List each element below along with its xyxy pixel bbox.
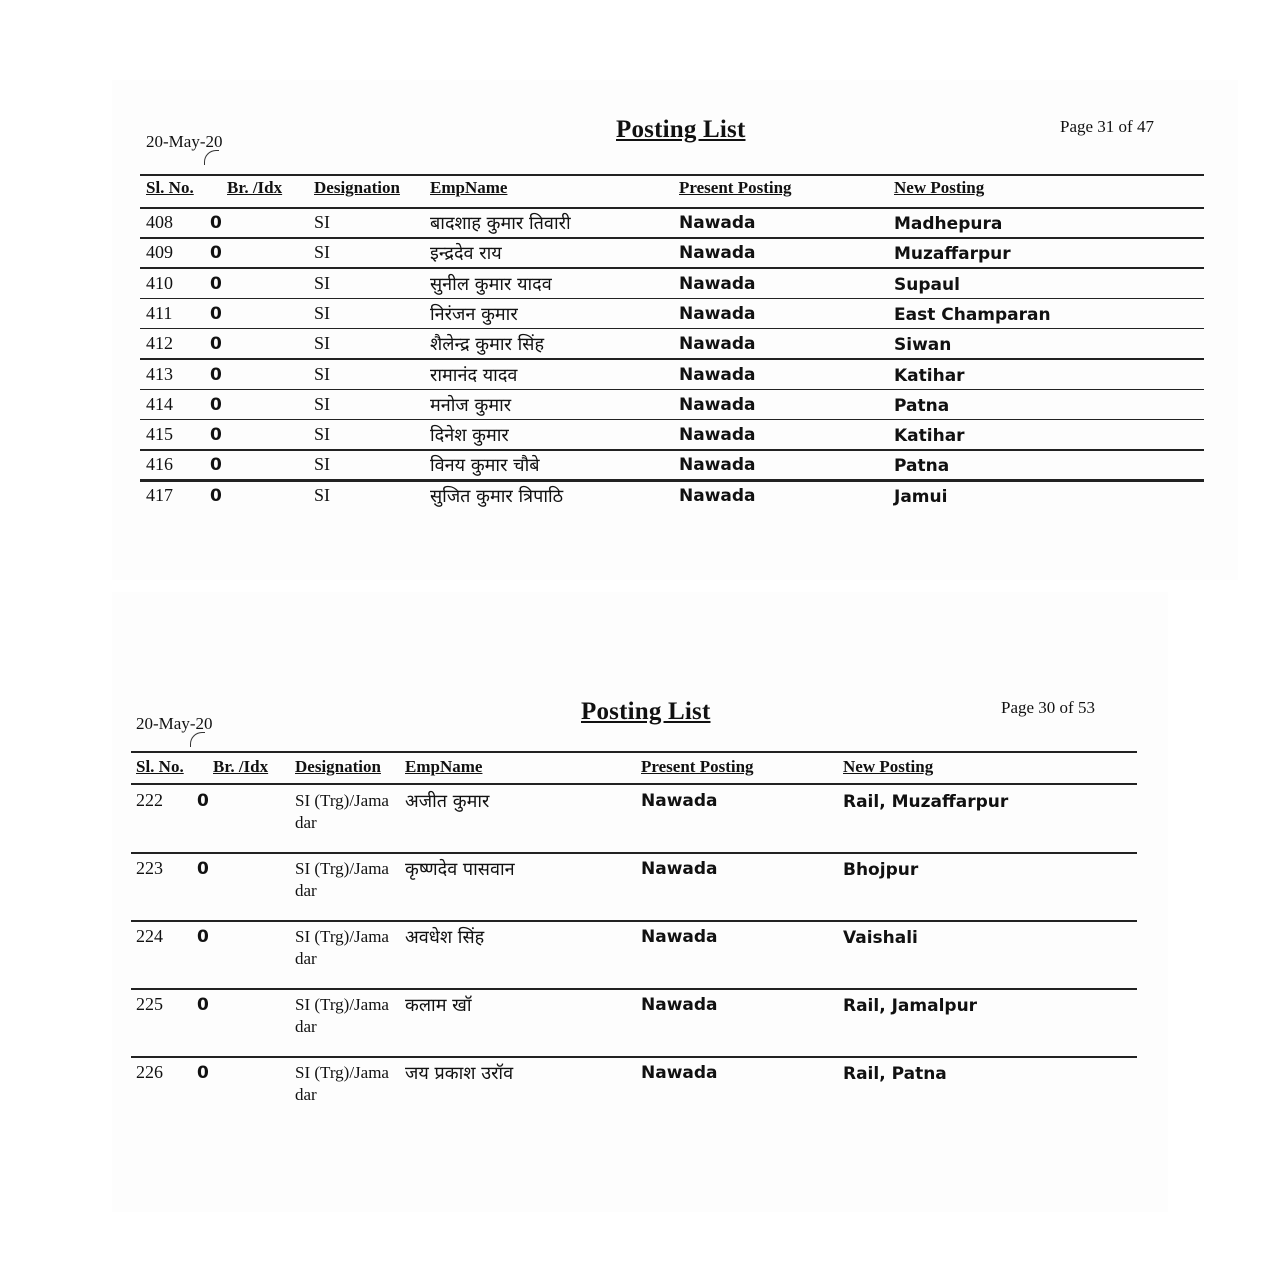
row-sl-no: 222 — [136, 790, 163, 810]
row-divider — [140, 358, 1204, 360]
row-sl-no: 225 — [136, 994, 163, 1014]
row-present-posting: Nawada — [679, 394, 756, 415]
row-present-posting: Nawada — [679, 213, 756, 233]
row-emp-name: मनोज कुमार — [430, 394, 512, 416]
row-present-posting: Nawada — [641, 1063, 718, 1083]
row-br-idx: 0 — [210, 243, 222, 264]
row-sl-no: 409 — [146, 242, 173, 263]
row-present-posting: Nawada — [679, 425, 756, 446]
row-emp-name: रामानंद यादव — [430, 364, 518, 386]
row-new-posting: Rail, Patna — [843, 1064, 947, 1084]
header-br-idx: Br. /Idx — [227, 178, 283, 197]
sheet1-header-rule — [140, 207, 1204, 209]
row-sl-no: 413 — [146, 363, 173, 384]
row-new-posting: Bhojpur — [843, 860, 919, 880]
row-emp-name: अजीत कुमार — [405, 791, 490, 812]
row-present-posting: Nawada — [679, 243, 756, 264]
row-br-idx: 0 — [210, 425, 222, 446]
row-new-posting: Vaishali — [843, 928, 918, 948]
row-designation: SI — [314, 454, 331, 475]
row-new-posting: Supaul — [894, 274, 960, 295]
row-designation: SI (Trg)/Jamadar — [295, 995, 389, 1036]
row-designation: SI (Trg)/Jamadar — [295, 859, 389, 900]
row-new-posting: Katihar — [894, 426, 965, 447]
row-present-posting: Nawada — [641, 859, 718, 879]
row-divider — [140, 389, 1204, 391]
row-present-posting: Nawada — [679, 485, 756, 506]
row-emp-name: सुजित कुमार त्रिपाठि — [430, 485, 564, 507]
row-br-idx: 0 — [197, 791, 209, 811]
row-new-posting: Katihar — [894, 365, 965, 386]
row-new-posting: Patna — [894, 395, 950, 416]
row-br-idx: 0 — [197, 927, 209, 947]
row-br-idx: 0 — [197, 859, 209, 879]
header-designation: Designation — [314, 178, 400, 197]
row-sl-no: 417 — [146, 484, 173, 505]
row-sl-no: 410 — [146, 272, 173, 293]
row-new-posting: Patna — [894, 456, 950, 477]
row-br-idx: 0 — [210, 273, 222, 294]
row-divider — [131, 852, 1137, 854]
header-sl-no: Sl. No. — [146, 178, 194, 197]
row-designation: SI — [314, 302, 331, 323]
row-new-posting: Muzaffarpur — [894, 244, 1011, 265]
posting-list-page-2 — [112, 592, 1168, 1212]
header-present-posting: Present Posting — [679, 178, 792, 197]
row-emp-name: सुनील कुमार यादव — [430, 273, 552, 295]
header-new-posting: New Posting — [843, 757, 934, 776]
row-emp-name: कलाम खॉ — [405, 995, 472, 1016]
row-br-idx: 0 — [210, 364, 222, 385]
header-empname: EmpName — [430, 178, 508, 197]
row-sl-no: 416 — [146, 454, 173, 475]
row-divider — [140, 267, 1204, 269]
row-designation: SI — [314, 333, 331, 354]
row-present-posting: Nawada — [641, 927, 718, 947]
row-divider — [140, 298, 1204, 300]
row-emp-name: दिनेश कुमार — [430, 425, 509, 447]
row-sl-no: 411 — [146, 302, 173, 323]
row-emp-name: जय प्रकाश उरॉव — [405, 1063, 514, 1084]
row-designation: SI (Trg)/Jamadar — [295, 927, 389, 968]
row-sl-no: 415 — [146, 424, 173, 445]
row-emp-name: बादशाह कुमार तिवारी — [430, 213, 571, 234]
row-designation: SI — [314, 212, 331, 232]
row-divider — [131, 920, 1137, 922]
row-emp-name: शैलेन्द्र कुमार सिंह — [430, 334, 545, 356]
sheet1-date: 20-May-20 — [146, 132, 223, 151]
sheet2-top-rule — [131, 751, 1137, 753]
row-divider — [140, 328, 1204, 330]
row-designation: SI (Trg)/Jamadar — [295, 1063, 389, 1104]
row-new-posting: Madhepura — [894, 214, 1003, 234]
row-present-posting: Nawada — [679, 364, 756, 385]
row-new-posting: Rail, Muzaffarpur — [843, 792, 1009, 812]
row-divider — [140, 237, 1204, 239]
row-designation: SI — [314, 363, 331, 384]
row-present-posting: Nawada — [641, 995, 718, 1015]
row-designation: SI — [314, 272, 331, 293]
row-emp-name: कृष्णदेव पासवान — [405, 859, 515, 880]
row-new-posting: East Champaran — [894, 304, 1051, 325]
row-new-posting: Jamui — [894, 486, 948, 507]
row-sl-no: 414 — [146, 393, 173, 414]
sheet2-title: Posting List — [581, 698, 711, 725]
header-present-posting: Present Posting — [641, 757, 754, 776]
row-new-posting: Rail, Jamalpur — [843, 996, 978, 1016]
row-new-posting: Siwan — [894, 335, 952, 356]
row-designation: SI — [314, 484, 331, 505]
row-designation: SI (Trg)/Jamadar — [295, 791, 389, 832]
header-sl-no: Sl. No. — [136, 757, 184, 776]
sheet2-date: 20-May-20 — [136, 714, 213, 733]
row-divider — [140, 419, 1204, 421]
row-br-idx: 0 — [197, 1063, 209, 1083]
row-sl-no: 408 — [146, 212, 173, 232]
row-designation: SI — [314, 393, 331, 414]
row-sl-no: 223 — [136, 858, 163, 878]
row-emp-name: निरंजन कुमार — [430, 303, 518, 325]
posting-list-page-1 — [112, 80, 1238, 580]
row-br-idx: 0 — [210, 303, 222, 324]
row-br-idx: 0 — [210, 455, 222, 476]
row-sl-no: 412 — [146, 333, 173, 354]
row-present-posting: Nawada — [679, 273, 756, 294]
row-sl-no: 224 — [136, 926, 163, 946]
sheet1-title: Posting List — [616, 116, 746, 143]
row-present-posting: Nawada — [679, 334, 756, 355]
row-br-idx: 0 — [210, 485, 222, 506]
row-present-posting: Nawada — [679, 303, 756, 324]
header-designation: Designation — [295, 757, 381, 776]
row-present-posting: Nawada — [641, 791, 718, 811]
row-designation: SI — [314, 424, 331, 445]
row-emp-name: अवधेश सिंह — [405, 927, 485, 948]
sheet2-page-number: Page 30 of 53 — [1001, 698, 1095, 717]
row-br-idx: 0 — [210, 213, 222, 233]
sheet1-page-number: Page 31 of 47 — [1060, 117, 1154, 136]
header-empname: EmpName — [405, 757, 483, 776]
row-br-idx: 0 — [210, 334, 222, 355]
header-new-posting: New Posting — [894, 178, 985, 197]
sheet1-bottom-rule — [140, 480, 1204, 482]
header-br-idx: Br. /Idx — [213, 757, 269, 776]
row-divider — [140, 449, 1204, 451]
row-present-posting: Nawada — [679, 455, 756, 476]
row-divider — [131, 988, 1137, 990]
row-br-idx: 0 — [197, 995, 209, 1015]
row-emp-name: विनय कुमार चौबे — [430, 455, 540, 477]
sheet2-header-rule — [131, 783, 1137, 785]
row-divider — [131, 1056, 1137, 1058]
sheet1-top-rule — [140, 174, 1204, 176]
row-emp-name: इन्द्रदेव राय — [430, 243, 502, 265]
row-designation: SI — [314, 242, 331, 263]
row-sl-no: 226 — [136, 1062, 163, 1082]
row-br-idx: 0 — [210, 394, 222, 415]
